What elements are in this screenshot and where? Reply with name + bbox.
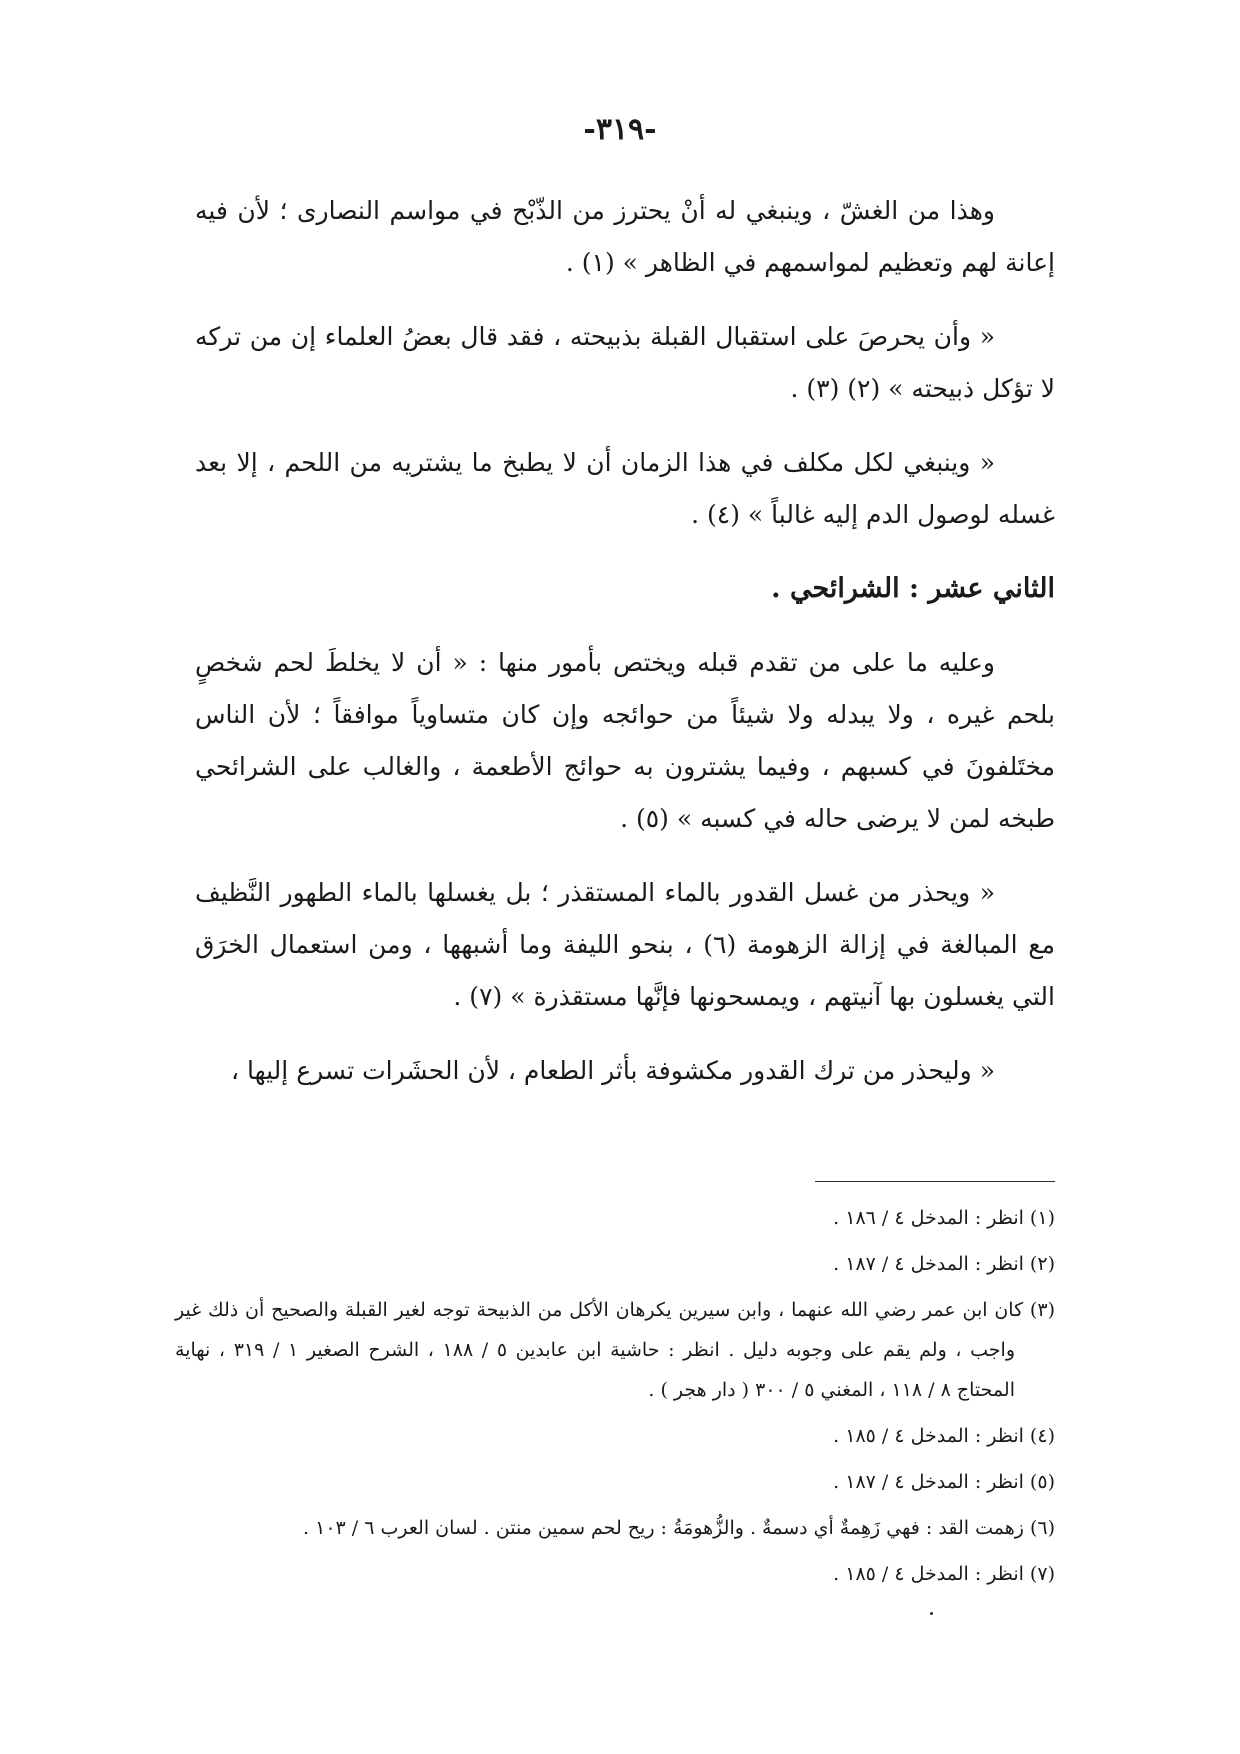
scan-speck: [930, 1612, 933, 1615]
footnote: (٧) انظر : المدخل ٤ / ١٨٥ .: [833, 1563, 1055, 1585]
footnote: (٦) زهمت القد : فهي زَهِمةٌ أي دسمةٌ . والزُّهومَةُ : ريح لحم سمين منتن . لسان العرب ٦ / ١٠٣ .: [303, 1517, 1055, 1539]
paragraph: وهذا من الغشّ ، وينبغي له أنْ يحترز من الذّبْح في مواسم النصارى ؛ لأن فيه إعانة لهم وتعظيم لمواسمهم في الظاهر » (١) .: [195, 196, 1055, 277]
paragraph: « وليحذر من ترك القدور مكشوفة بأثر الطعام ، لأن الحشَرات تسرع إليها ،: [230, 1056, 995, 1085]
page-number: -٣١٩-: [583, 112, 657, 147]
paragraph: « وأن يحرصَ على استقبال القبلة بذبيحته ، فقد قال بعضُ العلماء إن من تركه لا تؤكل ذبيحته » (٢) (٣) .: [195, 322, 1055, 403]
footnote: (٣) كان ابن عمر رضي الله عنهما ، وابن سيرين يكرهان الأكل من الذبيحة توجه لغير القبلة والصحيح أن ذلك غير واجب ، ولم يقم على وجوبه دليل . انظر : حاشية ابن عابدين ٥ / ١٨٨ ، الشرح الصغير ١ / ٣١٩ ، نهاية المحتاج ٨ / ١١٨ ، المغني ٥ / ٣٠٠ ( دار هجر ) .: [175, 1299, 1055, 1401]
section-heading: الثاني عشر : الشرائحي .: [771, 573, 1055, 604]
footnote: (٥) انظر : المدخل ٤ / ١٨٧ .: [833, 1471, 1055, 1493]
footnotes: [175, 1198, 1055, 1600]
paragraph: « وينبغي لكل مكلف في هذا الزمان أن لا يطبخ ما يشتريه من اللحم ، إلا بعد غسله لوصول الدم إليه غالباً » (٤) .: [195, 448, 1055, 529]
paragraph: « ويحذر من غسل القدور بالماء المستقذر ؛ بل يغسلها بالماء الطهور النَّظيف مع المبالغة في إزالة الزهومة (٦) ، بنحو الليفة وما أشبهها ، ومن استعمال الخرَق التي يغسلون بها آنيتهم ، ويمسحونها فإنَّها مستقذرة » (٧) .: [195, 878, 1056, 1011]
footnote: (٤) انظر : المدخل ٤ / ١٨٥ .: [833, 1425, 1055, 1447]
main-text: [195, 185, 1055, 1119]
footnote: (١) انظر : المدخل ٤ / ١٨٦ .: [833, 1207, 1055, 1229]
footnote: (٢) انظر : المدخل ٤ / ١٨٧ .: [833, 1253, 1055, 1275]
paragraph: وعليه ما على من تقدم قبله ويختص بأمور منها : « أن لا يخلطَ لحم شخصٍ بلحم غيره ، ولا يبدله ولا شيئاً من حوائجه وإن كان متساوياً موافقاً ؛ لأن الناس مختَلفونَ في كسبهم ، وفيما يشترون به حوائج الأطعمة ، والغالب على الشرائحي طبخه لمن لا يرضى حاله في كسبه » (٥) .: [195, 648, 1055, 833]
footnote-divider: [815, 1181, 1055, 1182]
